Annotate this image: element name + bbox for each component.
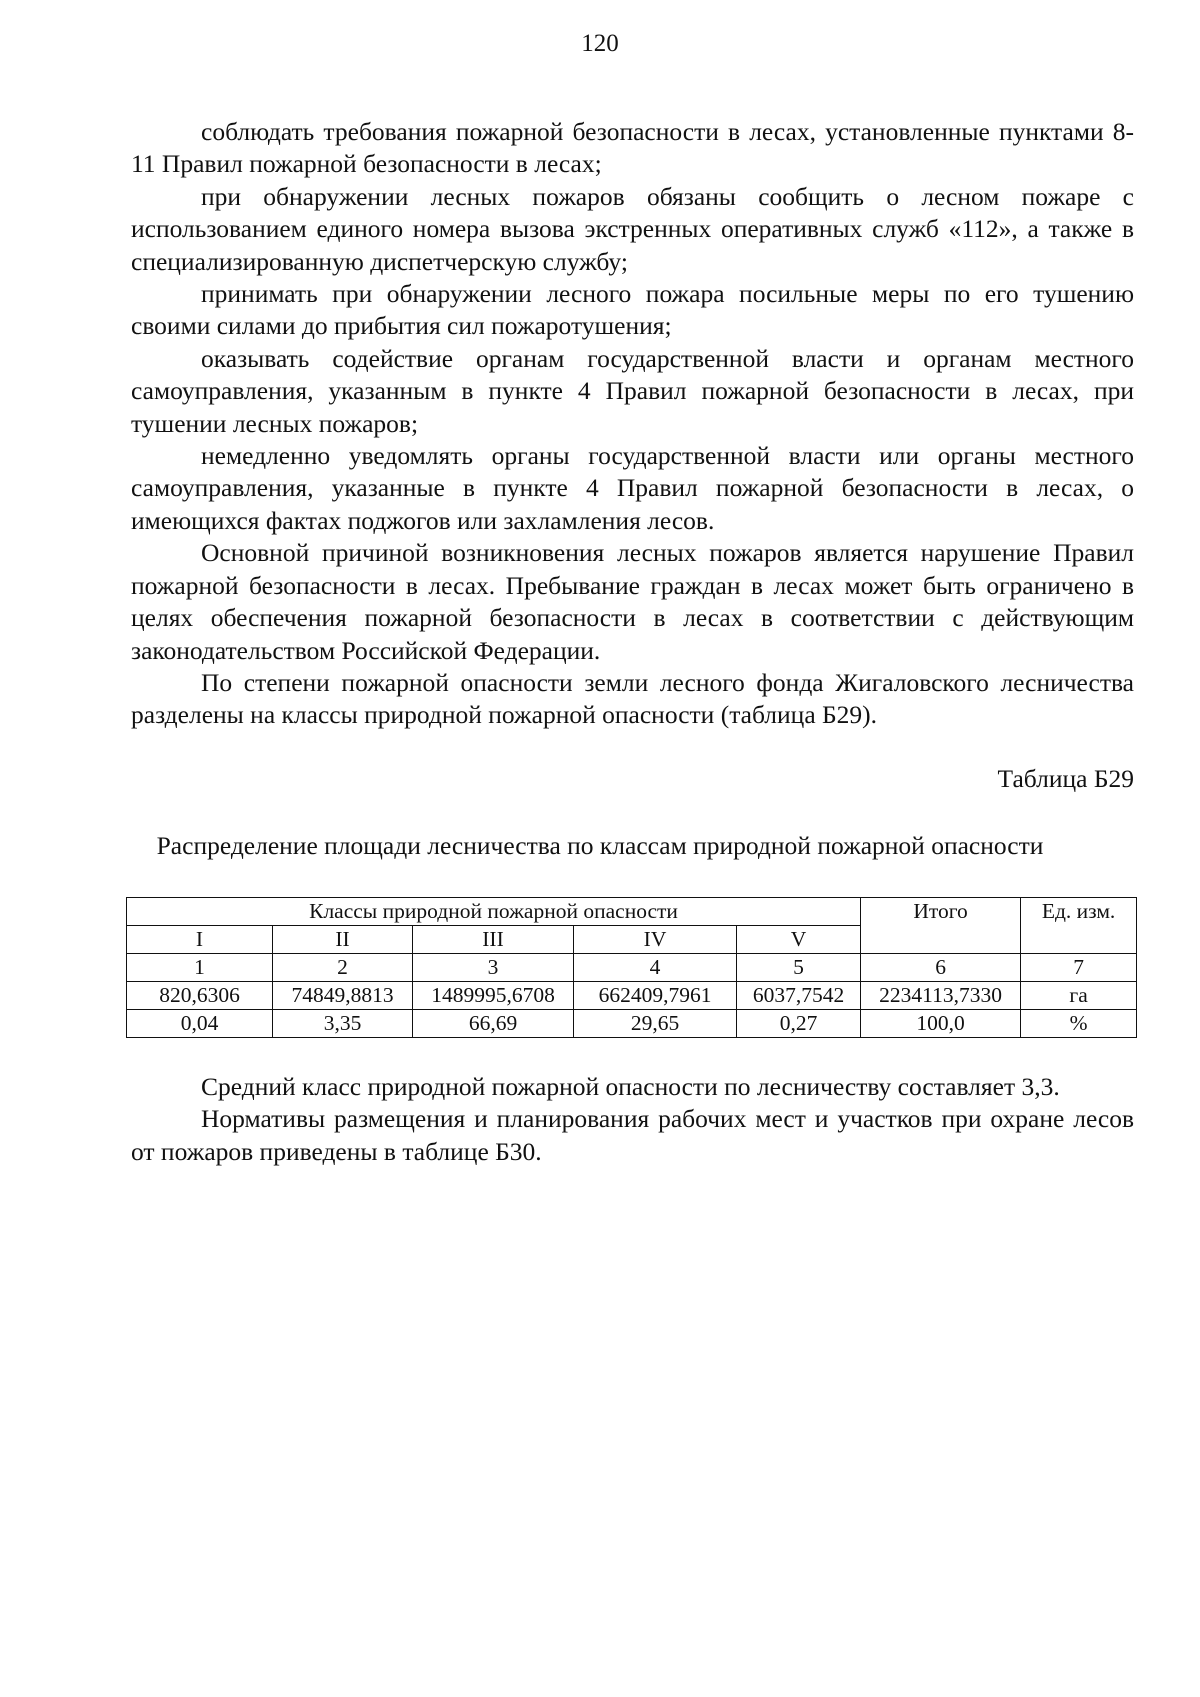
paragraph: Нормативы размещения и планирования рабочих мест и участков при охране лесов от пожаров приведены в таблице Б30. [131,1104,1134,1166]
table-cell: 100,0 [861,1010,1021,1038]
table-cell: 66,69 [413,1010,574,1038]
paragraph: оказывать содействие органам государственной власти и органам местного самоуправления, указанным в пункте 4 Правил пожарной безопасности в лесах, при тушении лесных пожаров; [131,343,1134,438]
paragraph: при обнаружении лесных пожаров обязаны сообщить о лесном пожаре с использованием единого номера вызова экстренных оперативных служб «112», а также в специализированную диспетчерскую службу; [131,181,1134,276]
body-text-top [131,116,1134,732]
paragraph: Средний класс природной пожарной опасности по лесничеству составляет 3,3. [201,1072,1060,1101]
column-number-cell: 4 [574,954,737,982]
table-cell: 29,65 [574,1010,737,1038]
header-group-cell: Классы природной пожарной опасности [127,898,861,926]
header-unit-cell: Ед. изм. [1021,898,1137,954]
table-row [127,982,1137,1010]
table-cell: га [1021,982,1137,1010]
table-cell: 3,35 [273,1010,413,1038]
table-cell: 2234113,7330 [861,982,1021,1010]
fire-hazard-table [126,897,1137,1038]
class-cell: I [127,926,273,954]
class-cell: II [273,926,413,954]
table-column-number-row [127,954,1137,982]
table-label: Таблица Б29 [997,764,1134,793]
paragraph: соблюдать требования пожарной безопасности в лесах, установленные пунктами 8-11 Правил пожарной безопасности в лесах; [131,117,1134,179]
table-cell: 0,04 [127,1010,273,1038]
column-number-cell: 3 [413,954,574,982]
class-cell: V [737,926,861,954]
column-number-cell: 2 [273,954,413,982]
paragraph: принимать при обнаружении лесного пожара посильные меры по его тушению своими силами до прибытия сил пожаротушения; [131,279,1134,341]
paragraph: По степени пожарной опасности земли лесного фонда Жигаловского лесничества разделены на классы природной пожарной опасности (таблица Б29). [131,667,1134,730]
table-header-row [127,898,1137,926]
column-number-cell: 1 [127,954,273,982]
table-cell: 820,6306 [127,982,273,1010]
column-number-cell: 7 [1021,954,1137,982]
table-cell: 6037,7542 [737,982,861,1010]
paragraph: немедленно уведомлять органы государственной власти или органы местного самоуправления, указанные в пункте 4 Правил пожарной безопасности в лесах, о имеющихся фактах поджогов или захламления лесов. [131,441,1134,535]
table-caption: Распределение площади лесничества по классам природной пожарной опасности [156,831,1044,860]
column-number-cell: 6 [861,954,1021,982]
table-cell: 662409,7961 [574,982,737,1010]
table-cell: % [1021,1010,1137,1038]
class-cell: IV [574,926,737,954]
table-row [127,1010,1137,1038]
header-total-cell: Итого [861,898,1021,954]
table-cell: 1489995,6708 [413,982,574,1010]
body-text-bottom [131,1071,1134,1168]
class-cell: III [413,926,574,954]
table-cell: 74849,8813 [273,982,413,1010]
table-cell: 0,27 [737,1010,861,1038]
page-number: 120 [581,30,619,57]
column-number-cell: 5 [737,954,861,982]
paragraph: Основной причиной возникновения лесных пожаров является нарушение Правил пожарной безопасности в лесах. Пребывание граждан в лесах может быть ограничено в целях обеспечения пожарной безопасности в лесах в соответствии с действующим законодательством Российской Федерации. [131,538,1134,665]
